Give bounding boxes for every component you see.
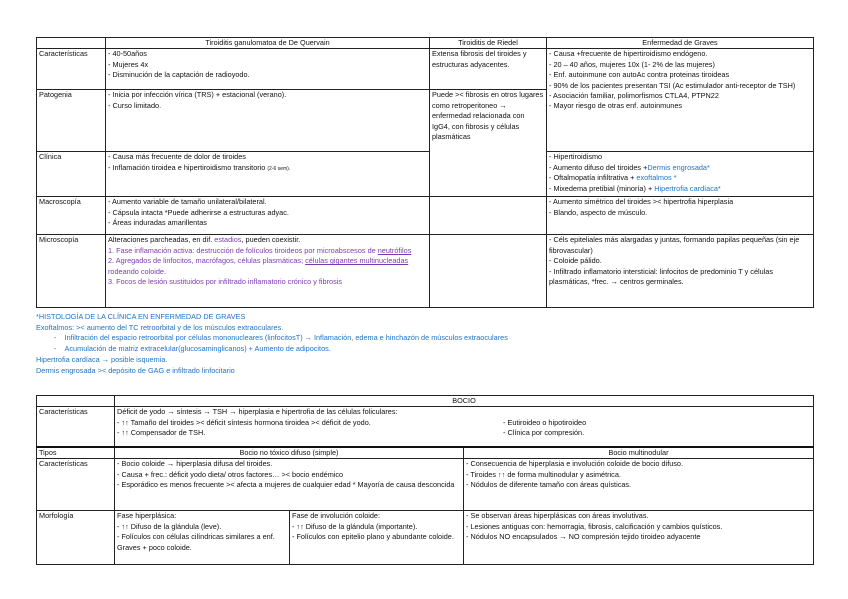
bocio-fase-involucion: Fase de involución coloide: - ↑↑ Difuso de la glándula (importante). - Folículos con epitelio plano y abundante coloide. bbox=[290, 511, 464, 565]
thyroiditis-table bbox=[36, 37, 814, 308]
bocio-morf-label: Morfología bbox=[37, 511, 115, 565]
notes-hipertrofia: Hipertrofia cardíaca → posible isquemia. bbox=[36, 354, 168, 364]
header-graves: Enfermedad de Graves bbox=[547, 38, 814, 49]
bocio-tipo-multinodular: Bocio multinodular bbox=[464, 447, 814, 459]
bocio-difuso-caracteristicas: - Bocio coloide → hiperplasia difusa del tiroides. - Causa + frec.: déficit yodo dieta/ otros factores… >< bocio endémico - Esporádico es menos frecuente >< afecta a mujeres de cualquier edad * Mayoría de causa desconcida bbox=[115, 459, 464, 511]
notes-exoftalmos: Exoftalmos: >< aumento del TC retroorbital y de los músculos extraoculares. bbox=[36, 322, 284, 332]
row-label-caracteristicas: Características bbox=[37, 49, 106, 90]
riedel-microscopia bbox=[430, 235, 547, 308]
riedel-patogenia: Puede >< fibrosis en otros lugares como retroperitoneo → enfermedad relacionada con IgG4, con fibrosis y células plasmáticas bbox=[430, 90, 547, 197]
bocio-title: BOCIO bbox=[115, 396, 814, 407]
bocio-fase-hiperplasica: Fase hiperplásica: - ↑↑ Difuso de la glándula (leve). - Folículos con células cilíndricas similares a enf. Graves + poco coloide. bbox=[115, 511, 290, 565]
bocio-corner bbox=[37, 396, 115, 407]
header-quervain: Tiroiditis ganulomatoa de De Quervain bbox=[106, 38, 430, 49]
notes-title: *HISTOLOGÍA DE LA CLÍNICA EN ENFERMEDAD DE GRAVES bbox=[36, 312, 246, 321]
row-label-clinica: Clínica bbox=[37, 152, 106, 197]
notes-sub2: - Acumulación de matriz extracelular(glucosaminglicanos) + Aumento de adipocitos. bbox=[54, 344, 331, 354]
graves-histology-notes bbox=[36, 312, 508, 376]
bocio-tipos-label: Tipos bbox=[37, 447, 115, 459]
quervain-caracteristicas: - 40-50años - Mujeres 4x - Disminución de la captación de radioyodo. bbox=[106, 49, 430, 90]
header-riedel: Tiroiditis de Riedel bbox=[430, 38, 547, 49]
bocio-tipo-difuso: Bocio no tóxico difuso (simple) bbox=[115, 447, 464, 459]
quervain-patogenia: - Inicia por infección vírica (TRS) + estacional (verano). - Curso limitado. bbox=[106, 90, 430, 152]
quervain-clinica: - Causa más frecuente de dolor de tiroides - Inflamación tiroidea e hipertiroidismo transitorio (2-6 sem). bbox=[106, 152, 430, 197]
bocio-multinodular-morfologia: - Se observan áreas hiperplásicas con áreas involutivas. - Lesiones antiguas con: hemorragia, fibrosis, calcificación y cambios quísticos. - Nódulos NO encapsulados → NO compresión tejido tiroideo adyacente bbox=[464, 511, 814, 565]
graves-caracteristicas: - Causa +frecuente de hipertiroidismo endógeno. - 20 – 40 años, mujeres 10x (1- 2% de las mujeres) - Enf. autoinmune con autoAc contra proteinas tiroideas - 90% de los pacientes presentan TSI (Ac estimulador anti-receptor de TSH) - Asociación familiar, polimorfismos CTLA4, PTPN22 - Mayor riesgo de otras enf. autoinmunes bbox=[547, 49, 814, 152]
quervain-microscopia: Alteraciones parcheadas, en dif. estadios, pueden coexistir. 1. Fase inflamación activa: destrucción de folículos tiroideos por microabscesos de neutrófilos 2. Agregados de linfocitos, macrófagos, células plasmáticas; células gigantes multinucleadas rodeando coloide. 3. Focos de lesión sustituidos por infiltrado inflamatorio crónico y fibrosis bbox=[106, 235, 430, 308]
graves-macroscopia: - Aumento simétrico del tiroides >< hipertrofia hiperplasia - Blando, aspecto de músculo. bbox=[547, 197, 814, 235]
bocio-multinodular-caracteristicas: - Consecuencia de hiperplasia e involución coloide de bocio difuso. - Tiroides ↑↑ de forma multinodular y asimétrica. - Nódulos de diferente tamaño con áreas quísticas. bbox=[464, 459, 814, 511]
row-label-macroscopia: Macroscopía bbox=[37, 197, 106, 235]
riedel-macroscopia bbox=[430, 197, 547, 235]
quervain-macroscopia: - Aumento variable de tamaño unilateral/bilateral. - Cápsula intacta *Puede adherirse a estructuras adyac. - Áreas induradas amarillentas bbox=[106, 197, 430, 235]
row-label-microscopia: Microscopía bbox=[37, 235, 106, 308]
notes-sub1: - Infiltración del espacio retroorbital por células mononucleares (linfocitosT) → Inflamación, edema e hinchazón de músculos extraoculares bbox=[54, 333, 508, 343]
bocio-caracteristicas: Déficit de yodo → síntesis → TSH → hiperplasia e hipertrofia de las células foliculares: - ↑↑ Tamaño del tiroides >< déficit síntesis hormona tiroidea >< déficit de yodo. - Eutiroideo o hipotiroideo - ↑↑ Compensador de TSH. - Clínica por compresión. bbox=[115, 407, 814, 447]
riedel-caracteristicas: Extensa fibrosis del tiroides y estructuras adyacentes. bbox=[430, 49, 547, 90]
notes-dermis: Dermis engrosada >< depósito de GAG e infiltrado linfocitario bbox=[36, 365, 235, 375]
row-label-patogenia: Patogenia bbox=[37, 90, 106, 152]
bocio-car-label: Características bbox=[37, 407, 115, 447]
corner-cell bbox=[37, 38, 106, 49]
graves-microscopia: - Céls epiteliales más alargadas y juntas, formando papilas pequeñas (sin eje fibrovascular) - Coloide pálido. - Infiltrado inflamatorio intersticial: linfocitos de predominio T y células plasmáticas, *frec. → centros germinales. bbox=[547, 235, 814, 308]
bocio-car2-label: Características bbox=[37, 459, 115, 511]
graves-clinica: - Hipertiroidismo - Aumento difuso del tiroides +Dermis engrosada* - Oftalmopatía infiltrativa + exoftalmos * - Mixedema pretibial (minoría) + Hipertrofia cardíaca* bbox=[547, 152, 814, 197]
bocio-table bbox=[36, 395, 814, 565]
